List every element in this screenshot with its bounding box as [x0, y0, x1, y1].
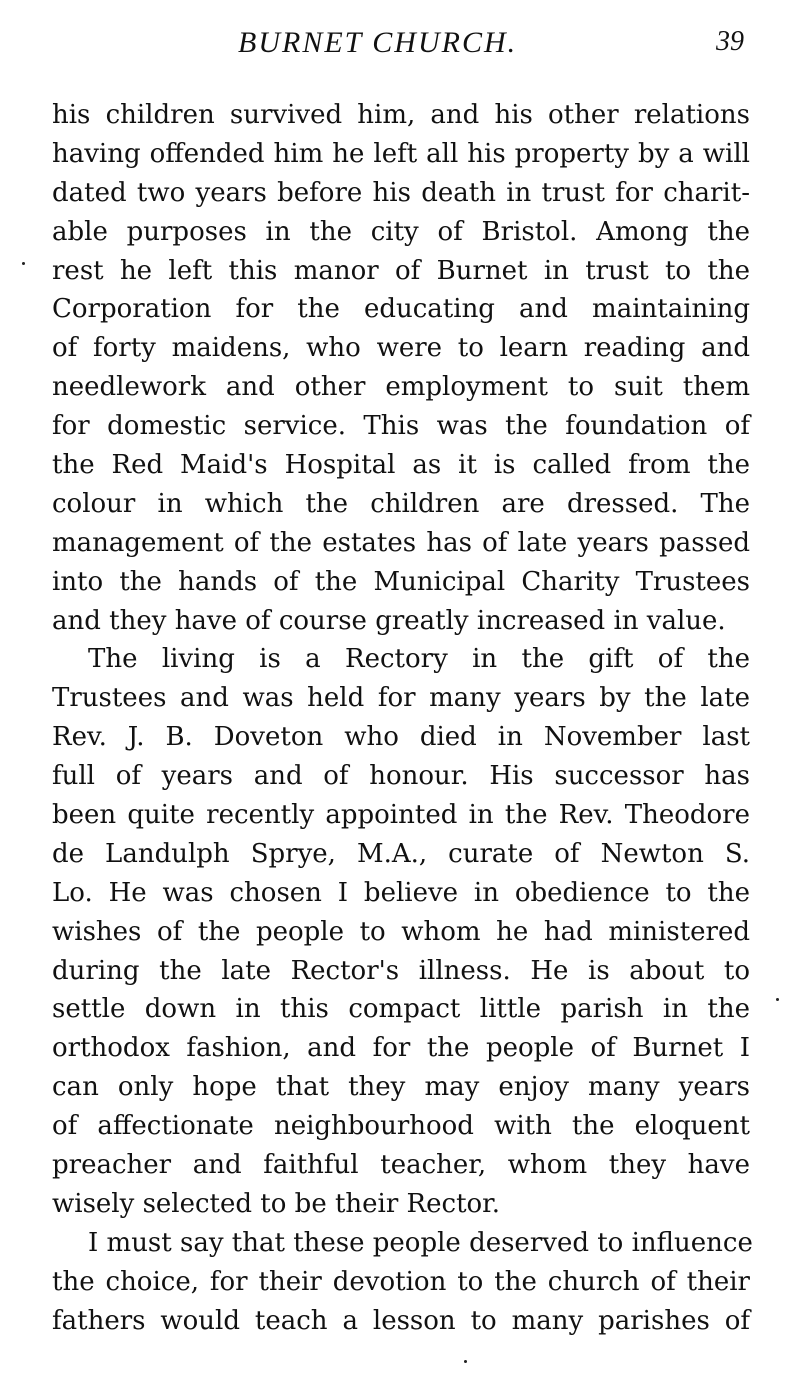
page-header — [0, 22, 800, 62]
text-line: colour in which the children are dressed. The — [52, 488, 750, 519]
text-line: settle down in this compact little parish in the — [52, 994, 750, 1025]
print-speck — [464, 1360, 467, 1363]
text-line: of affectionate neighbourhood with the eloquent — [52, 1111, 750, 1142]
text-line: rest he left this manor of Burnet in trust to the — [52, 255, 750, 286]
text-line: Rev. J. B. Doveton who died in November last — [52, 722, 750, 753]
print-speck — [776, 998, 779, 1001]
paragraph-3 — [52, 1224, 753, 1341]
text-line: having offended him he left all his property by a will — [52, 138, 750, 169]
running-head: BURNET CHURCH. — [238, 26, 518, 59]
text-line: Lo. He was chosen I believe in obedience to the — [52, 877, 750, 908]
text-line: the Red Maid's Hospital as it is called from the — [52, 450, 750, 481]
text-line: been quite recently appointed in the Rev. Theodore — [52, 800, 750, 831]
text-line: into the hands of the Municipal Charity Trustees — [52, 566, 750, 597]
text-line: wisely selected to be their Rector. — [52, 1188, 501, 1219]
text-line: during the late Rector's illness. He is about to — [52, 955, 750, 986]
text-line: dated two years before his death in trust for charit- — [52, 177, 750, 208]
print-speck — [22, 262, 25, 265]
text-line: able purposes in the city of Bristol. Among the — [52, 216, 750, 247]
text-line: and they have of course greatly increased in value. — [52, 605, 726, 636]
paragraph-2 — [52, 640, 750, 1223]
text-line: needlework and other employment to suit them — [52, 372, 750, 403]
text-line: can only hope that they may enjoy many years — [52, 1072, 750, 1103]
page-number: 39 — [716, 26, 744, 57]
text-line: full of years and of honour. His successor has — [52, 761, 750, 792]
text-line: de Landulph Sprye, M.A., curate of Newton S. — [52, 838, 750, 869]
text-line: for domestic service. This was the foundation of — [52, 411, 750, 442]
text-line: fathers would teach a lesson to many parishes of — [52, 1305, 750, 1336]
text-line: Corporation for the educating and maintaining — [52, 294, 750, 325]
text-line: The living is a Rectory in the gift of the — [88, 644, 750, 675]
text-line: the choice, for their devotion to the church of their — [52, 1266, 750, 1297]
text-line: preacher and faithful teacher, whom they have — [52, 1150, 750, 1181]
text-line: of forty maidens, who were to learn reading and — [52, 333, 750, 364]
text-line: Trustees and was held for many years by the late — [52, 683, 750, 714]
text-line: wishes of the people to whom he had ministered — [52, 916, 750, 947]
paragraph-1 — [52, 96, 750, 640]
text-line: orthodox fashion, and for the people of Burnet I — [52, 1033, 750, 1064]
body-text — [52, 96, 753, 1341]
text-line: management of the estates has of late years passed — [52, 527, 750, 558]
text-line: I must say that these people deserved to influence — [88, 1227, 753, 1258]
text-line: his children survived him, and his other relations — [52, 100, 750, 130]
